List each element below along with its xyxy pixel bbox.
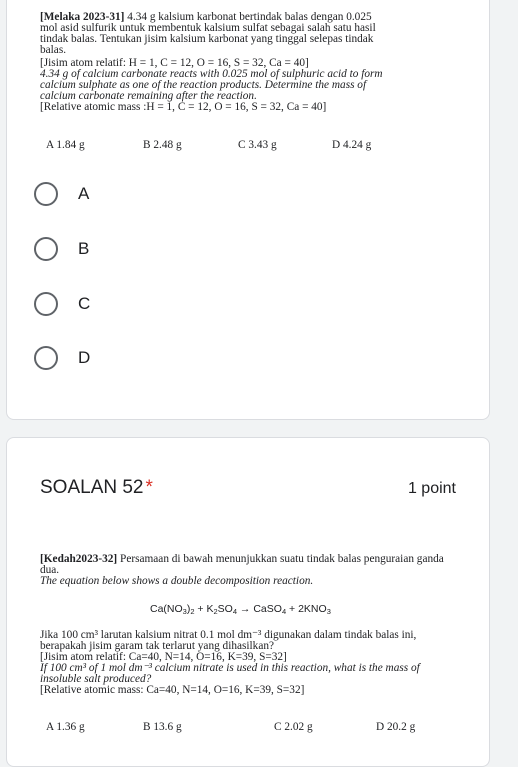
question-2-source-tag: [Kedah2023-32]	[40, 553, 118, 565]
question-2-option-c-text: C 2.02 g	[274, 721, 313, 733]
question-1-line-4: balas.	[40, 44, 67, 56]
question-1-line-2: mol asid sulfurik untuk membentuk kalsium sulfat sebagai salah satu hasil	[40, 22, 376, 34]
question-1-english-3: calcium carbonate remaining after the reaction.	[40, 90, 257, 102]
question-2-option-d-text: D 20.2 g	[376, 721, 416, 733]
question-2-body	[40, 630, 460, 696]
choice-c-label: C	[78, 294, 91, 313]
radio-d[interactable]	[34, 346, 58, 370]
question-2-points: 1 point	[407, 480, 456, 497]
question-1-source-tag: [Melaka 2023-31]	[40, 11, 125, 23]
question-2-option-a-text: A 1.36 g	[46, 721, 85, 733]
question-1-option-c-text: C 3.43 g	[238, 139, 277, 151]
choice-b[interactable]	[34, 234, 89, 264]
question-2-title	[40, 477, 153, 499]
radio-b[interactable]	[34, 237, 58, 261]
question-2-intro-en: The equation below shows a double decomposition reaction.	[40, 575, 314, 587]
choice-d[interactable]	[34, 343, 90, 373]
question-1-option-d-text: D 4.24 g	[332, 139, 372, 151]
question-1-english-2: calcium sulphate as one of the reaction products. Determine the mass of	[40, 79, 367, 91]
choice-b-label: B	[78, 239, 90, 258]
question-2-body-ms: Jika 100 cm³ larutan kalsium nitrat 0.1 mol dm⁻³ digunakan dalam tindak balas ini, berapakah jisim garam tak terlarut yang dihasilkan?	[40, 629, 417, 652]
question-2-mass-ref-en: [Relative atomic mass: Ca=40, N=14, O=16, K=39, S=32]	[40, 684, 305, 696]
choice-a-label: A	[78, 184, 90, 203]
question-2-intro	[40, 554, 460, 587]
question-1-mass-ref-en: [Relative atomic mass :H = 1, C = 12, O = 16, S = 32, Ca = 40]	[40, 101, 327, 113]
question-1-option-b-text: B 2.48 g	[143, 139, 182, 151]
question-2-intro-ms: Persamaan di bawah menunjukkan suatu tindak balas penguraian ganda dua.	[40, 553, 444, 576]
required-asterisk: *	[145, 477, 153, 498]
question-1-line-3: tindak balas. Tentukan jisim kalsium karbonat yang tinggal selepas tindak	[40, 33, 374, 45]
choice-a[interactable]	[34, 179, 89, 209]
reaction-equation: $Ca(NO_3)_2 + K_2SO_4$ → CaSO$_4$ + $2KNO_3$	[150, 603, 331, 616]
question-2-body-en: If 100 cm³ of 1 mol dm⁻³ calcium nitrate is used in this reaction, what is the mass of insoluble salt produced?	[40, 662, 420, 685]
question-1-mass-ref-ms: [Jisim atom relatif: H = 1, C = 12, O = 16, S = 32, Ca = 40]	[40, 57, 309, 69]
question-1-option-a-text: A 1.84 g	[46, 139, 85, 151]
question-2-title-text: SOALAN 52	[40, 477, 144, 498]
question-1-text	[40, 12, 460, 113]
radio-c[interactable]	[34, 292, 58, 316]
question-2-option-b-text: B 13.6 g	[143, 721, 182, 733]
question-1-line-1: 4.34 g kalsium karbonat bertindak balas dengan 0.025	[127, 11, 372, 23]
question-2-mass-ref-ms: [Jisim atom relatif: Ca=40, N=14, O=16, K=39, S=32]	[40, 651, 287, 663]
question-1-english-1: 4.34 g of calcium carbonate reacts with 0.025 mol of sulphuric acid to form	[40, 68, 383, 80]
radio-a[interactable]	[34, 182, 58, 206]
choice-d-label: D	[78, 348, 91, 367]
choice-c[interactable]	[34, 289, 90, 319]
